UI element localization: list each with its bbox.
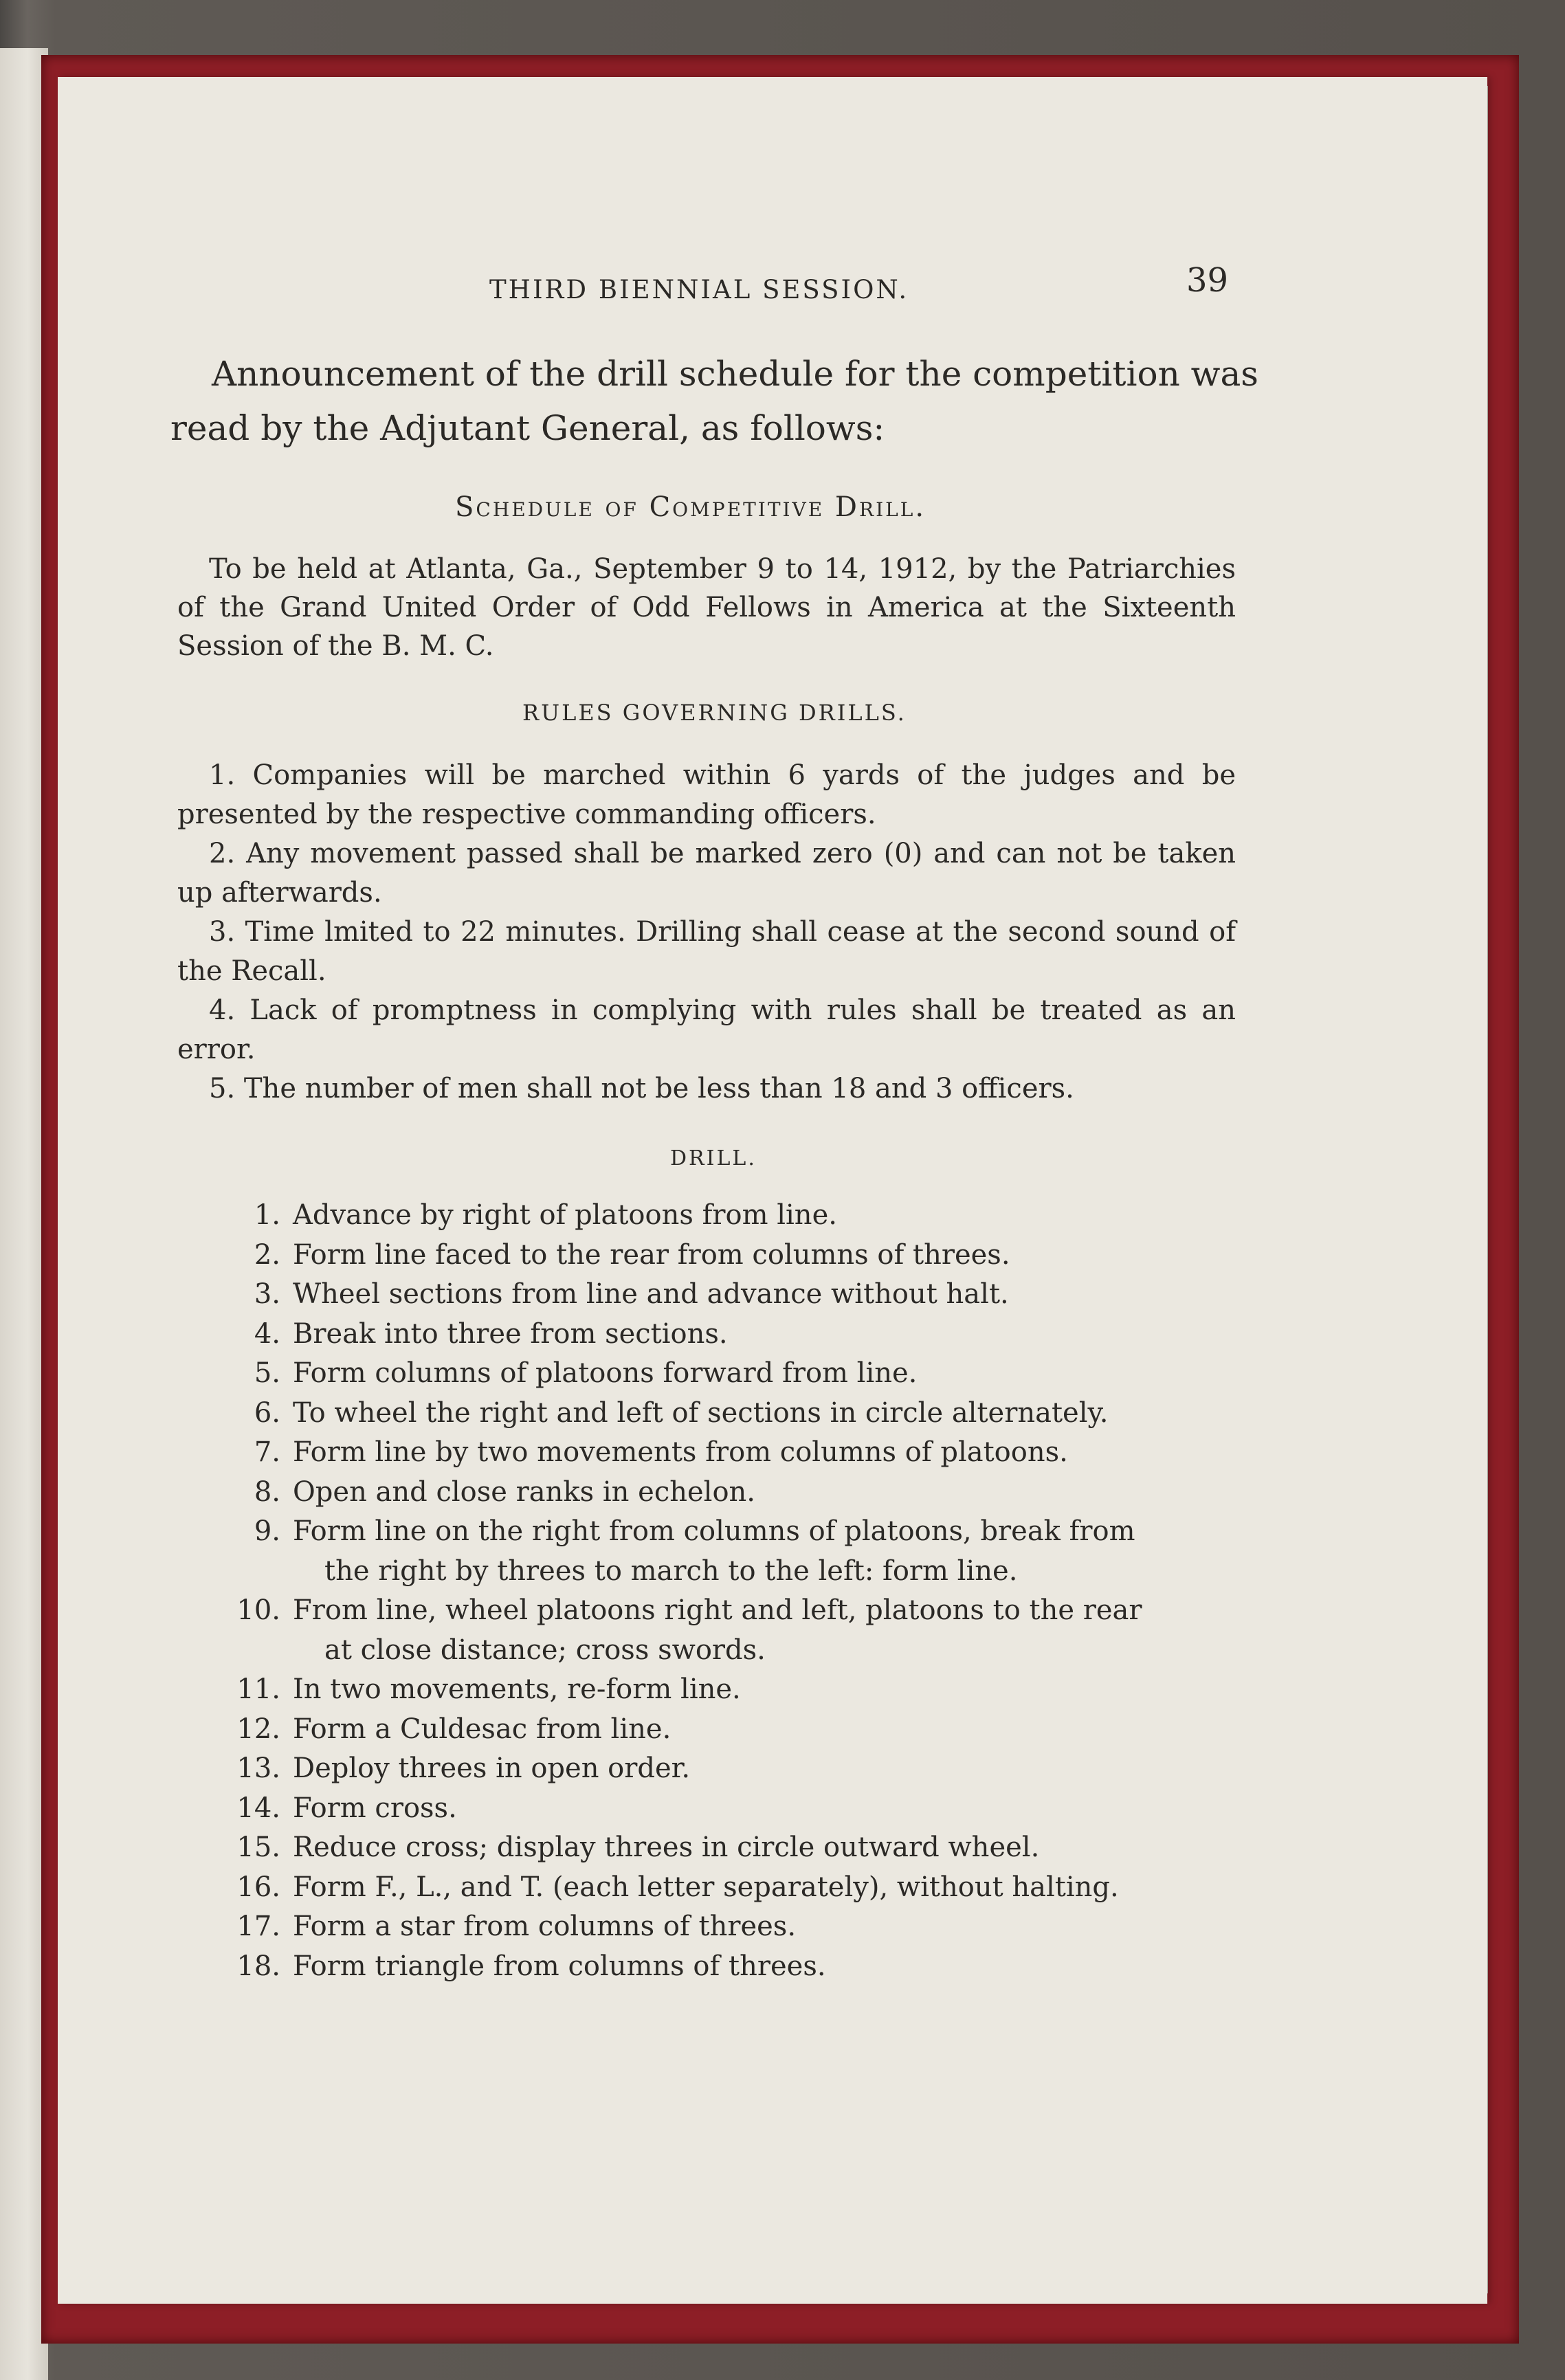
lead-line-1: Announcement of the drill schedule for the competition was <box>212 354 1258 394</box>
drill-text: Form F., L., and T. (each letter separately), without halting. <box>293 1871 1119 1903</box>
drill-number: 10. <box>236 1594 280 1626</box>
drill-number: 6. <box>254 1397 280 1429</box>
drill-text: Open and close ranks in echelon. <box>293 1476 756 1508</box>
drill-item <box>227 1789 1244 1829</box>
drill-item <box>227 1947 1244 1987</box>
drill-text: From line, wheel platoons right and left, platoons to the rear <box>293 1594 1142 1626</box>
drill-item <box>227 1473 1244 1513</box>
drill-number: 15. <box>236 1832 280 1863</box>
drill-item <box>227 1512 1244 1591</box>
drill-text: Form columns of platoons forward from line. <box>293 1357 918 1389</box>
drill-item <box>227 1907 1244 1947</box>
drill-text-continued: the right by threes to march to the left: form line. <box>324 1555 1018 1587</box>
drill-item <box>227 1236 1244 1276</box>
drill-number: 18. <box>236 1950 280 1982</box>
drill-text: In two movements, re-form line. <box>293 1673 741 1705</box>
drill-number: 12. <box>236 1713 280 1745</box>
rule-item: 4. Lack of promptness in complying with rules shall be treated as an error. <box>177 994 1236 1065</box>
drill-number: 16. <box>236 1871 280 1903</box>
drill-number: 5. <box>254 1357 280 1389</box>
drill-number: 14. <box>236 1792 280 1824</box>
drill-item <box>227 1354 1244 1394</box>
drill-item <box>227 1868 1244 1908</box>
drill-number: 17. <box>236 1911 280 1942</box>
drill-text: Advance by right of platoons from line. <box>293 1199 837 1231</box>
rule-item: 1. Companies will be marched within 6 yards of the judges and be presented by the respective commanding officers. <box>177 759 1236 830</box>
drill-item <box>227 1670 1244 1710</box>
drill-text: Form line on the right from columns of platoons, break from <box>293 1515 1135 1547</box>
drill-text: Form a star from columns of threes. <box>293 1911 797 1942</box>
drill-item <box>227 1196 1244 1236</box>
drill-item <box>227 1828 1244 1868</box>
drill-number: 7. <box>254 1436 280 1468</box>
drill-number: 3. <box>254 1278 280 1310</box>
drill-text: To wheel the right and left of sections in circle alternately. <box>293 1397 1109 1429</box>
drill-item <box>227 1749 1244 1789</box>
lead-line-2: read by the Adjutant General, as follows: <box>170 408 885 448</box>
lead-paragraph <box>170 347 1256 456</box>
drill-text: Form line faced to the rear from columns of threes. <box>293 1238 1010 1271</box>
drill-text: Form triangle from columns of threes. <box>293 1950 826 1982</box>
schedule-intro: To be held at Atlanta, Ga., September 9 to 14, 1912, by the Patriarchies of the Grand United Order of Odd Fellows in America at the Sixteenth Session of the B. M. C. <box>177 553 1236 662</box>
schedule-heading: Schedule of Competitive Drill. <box>455 491 926 523</box>
drill-item <box>227 1315 1244 1355</box>
drill-text-continued: at close distance; cross swords. <box>324 1634 766 1666</box>
drill-text: Reduce cross; display threes in circle outward wheel. <box>293 1832 1040 1863</box>
drill-heading: DRILL. <box>670 1146 757 1170</box>
drill-item <box>227 1275 1244 1315</box>
drill-text: Deploy threes in open order. <box>293 1753 691 1784</box>
drill-text: Form line by two movements from columns of platoons. <box>293 1436 1068 1468</box>
drill-number: 4. <box>254 1317 280 1350</box>
drill-item <box>227 1433 1244 1473</box>
drill-text: Break into three from sections. <box>293 1317 728 1350</box>
rule-item: 2. Any movement passed shall be marked zero (0) and can not be taken up afterwards. <box>177 838 1236 909</box>
drill-number: 1. <box>254 1199 280 1231</box>
rule-item: 3. Time lmited to 22 minutes. Drilling shall cease at the second sound of the Recall. <box>177 916 1236 987</box>
rule-item: 5. The number of men shall not be less than 18 and 3 officers. <box>209 1073 1074 1104</box>
rules-heading: RULES GOVERNING DRILLS. <box>522 700 907 726</box>
drill-number: 8. <box>254 1476 280 1508</box>
page-number: 39 <box>1186 261 1229 300</box>
drill-number: 2. <box>254 1238 280 1271</box>
drill-number: 11. <box>236 1673 280 1705</box>
drill-number: 13. <box>236 1753 280 1784</box>
drill-item <box>227 1591 1244 1670</box>
drill-text: Form a Culdesac from line. <box>293 1713 671 1745</box>
drill-number: 9. <box>254 1515 280 1547</box>
drill-item <box>227 1710 1244 1750</box>
rules-list <box>177 756 1236 1109</box>
drill-text: Wheel sections from line and advance without halt. <box>293 1278 1009 1310</box>
drill-text: Form cross. <box>293 1792 457 1824</box>
drill-item <box>227 1394 1244 1434</box>
drill-list <box>227 1196 1244 1986</box>
running-head: THIRD BIENNIAL SESSION. <box>489 275 909 304</box>
